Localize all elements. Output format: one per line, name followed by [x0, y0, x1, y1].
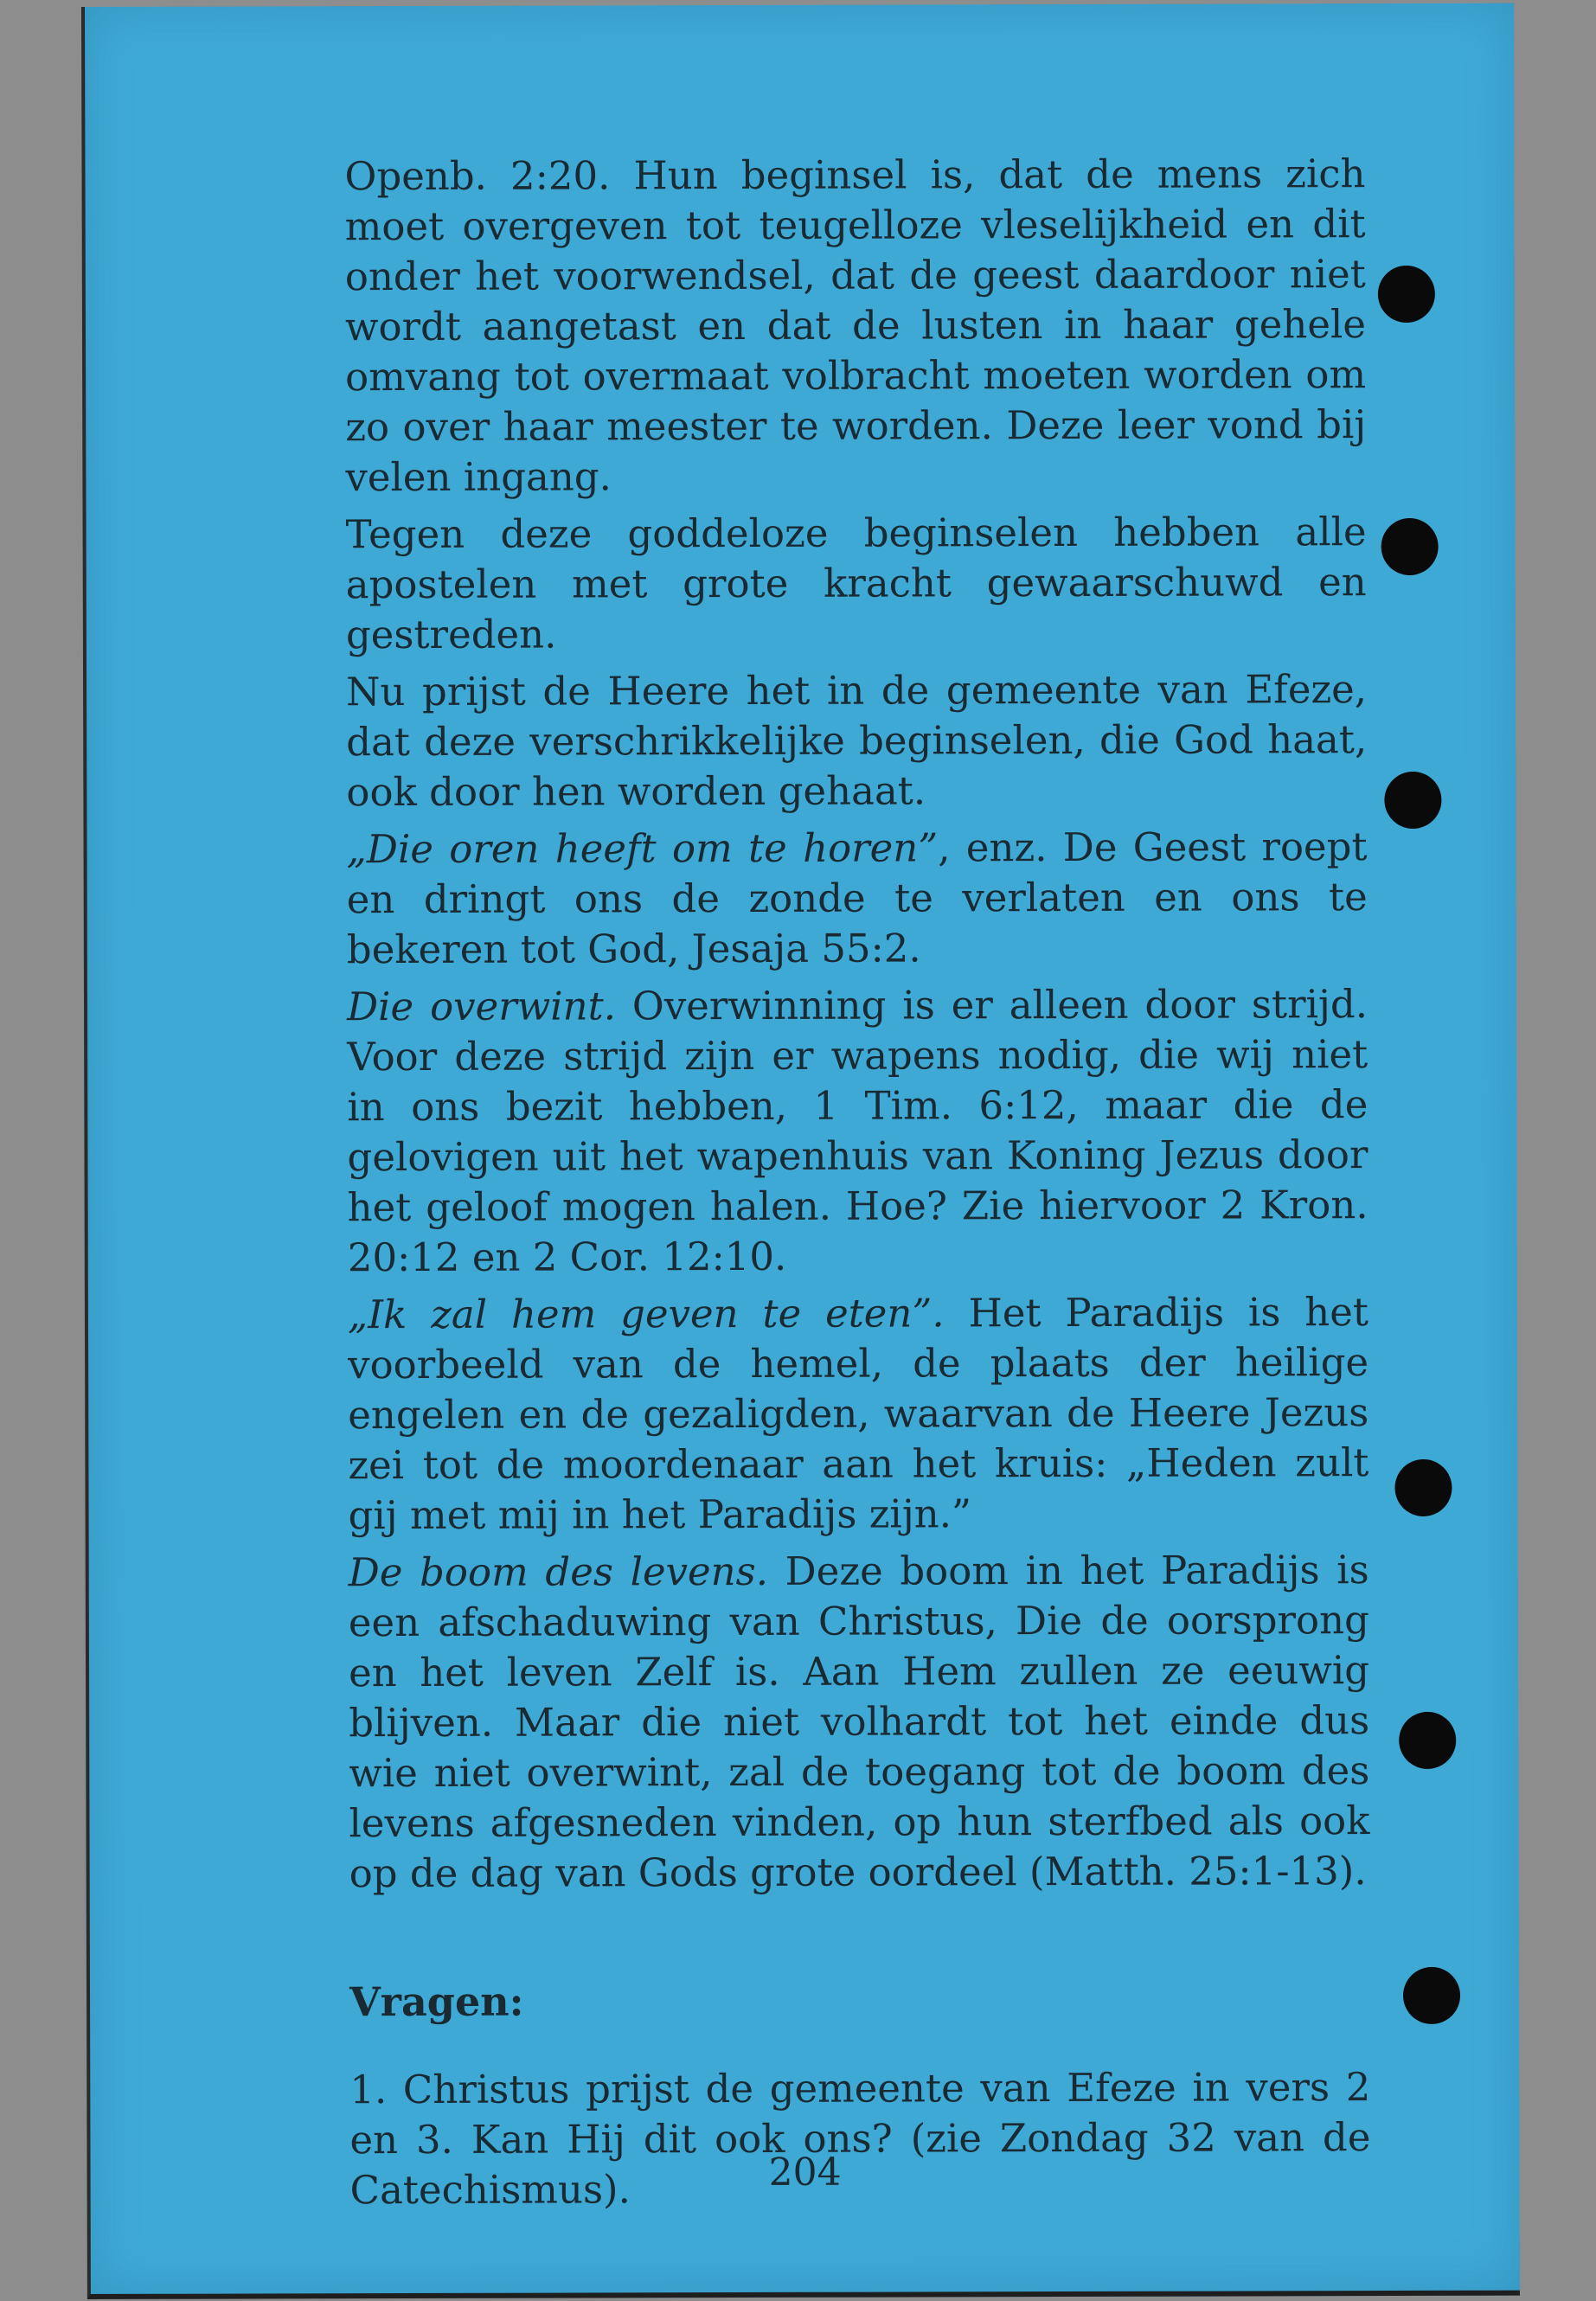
- binder-hole-6: [1403, 1967, 1460, 2024]
- paragraph: Openb. 2:20. Hun beginsel is, dat de mens zich moet overgeven tot teugelloze vleselijkheid en dit onder het voorwendsel, dat de geest daardoor niet wordt aangetast en dat de lusten in haar gehele omvang tot overmaat volbracht moeten worden om zo over haar meester te worden. Deze leer vond bij velen ingang.: [344, 151, 1367, 501]
- binder-hole-5: [1399, 1712, 1456, 1769]
- paragraph: Nu prijst de Heere het in de gemeente van Efeze, dat deze verschrikkelijke beginselen, die God haat, ook door hen worden gehaat.: [346, 666, 1368, 816]
- question-item: 1. Christus prijst de gemeente van Efeze in vers 2 en 3. Kan Hij dit ook ons? (zie Zondag 32 van de Catechismus).: [349, 2064, 1371, 2214]
- book-page: [81, 3, 1520, 2299]
- binder-hole-4: [1394, 1459, 1452, 1516]
- page-text: [344, 149, 1370, 2215]
- paragraph: Die overwint. Overwinning is er alleen door strijd. Voor deze strijd zijn er wapens nodig, die wij niet in ons bezit hebben, 1 Tim. 6:12, maar die de gelovigen uit het wapenhuis van Koning Jezus door het geloof mogen halen. Hoe? Zie hiervoor 2 Kron. 20:12 en 2 Cor. 12:10.: [346, 981, 1368, 1281]
- binder-hole-1: [1378, 266, 1435, 323]
- binder-hole-3: [1384, 772, 1441, 829]
- binder-hole-2: [1381, 518, 1439, 575]
- questions-heading: Vragen:: [349, 1977, 524, 2026]
- paragraph: Tegen deze goddeloze beginselen hebben alle apostelen met grote kracht gewaarschuwd en gestreden.: [345, 509, 1367, 658]
- paragraph: De boom des levens. Deze boom in het Paradijs is een afschaduwing van Christus, Die de oorsprong en het leven Zelf is. Aan Hem zullen ze eeuwig blijven. Maar die niet volhardt tot het einde dus wie niet overwint, zal de toegang tot de boom des levens afgesneden vinden, op hun sterfbed als ook op de dag van Gods grote oordeel (Matth. 25:1-13).: [348, 1547, 1370, 1897]
- page-number: 204: [768, 2150, 842, 2195]
- paragraph: „Die oren heeft om te horen”, enz. De Geest roept en dringt ons de zonde te verlaten en ons te bekeren tot God, Jesaja 55:2.: [346, 824, 1368, 973]
- paragraph: „Ik zal hem geven te eten”. Het Paradijs is het voorbeeld van de hemel, de plaats der heilige engelen en de gezaligden, waarvan de Heere Jezus zei tot de moordenaar aan het kruis: „Heden zult gij met mij in het Paradijs zijn.”: [347, 1289, 1369, 1539]
